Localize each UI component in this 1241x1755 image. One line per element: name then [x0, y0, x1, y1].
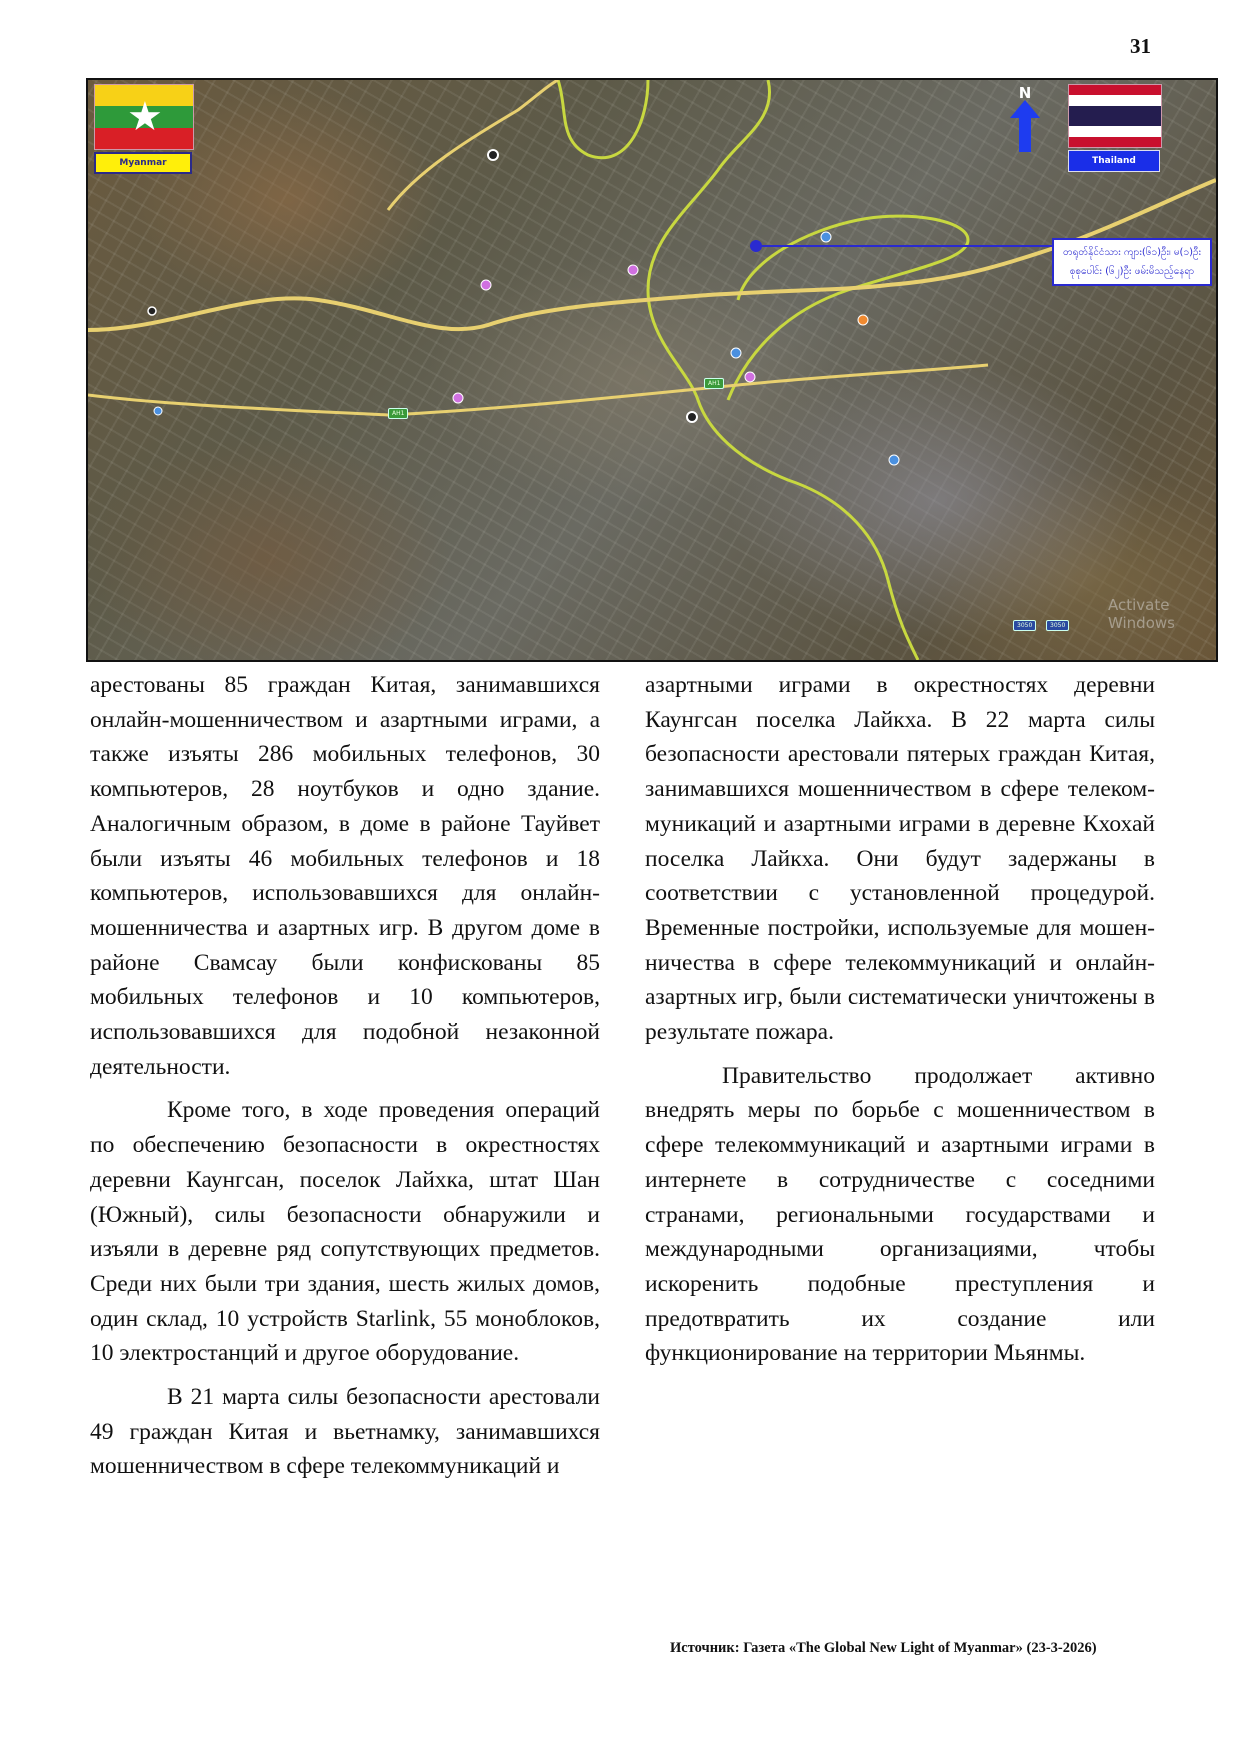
north-indicator	[1010, 84, 1040, 160]
poi-marker	[488, 150, 498, 160]
poi-marker	[858, 315, 868, 325]
article-left-column	[90, 668, 600, 1484]
callout-line-1: တရုတ်နိုင်ငံသား ကျား(၆၁)ဦး၊ မ(၁)ဦး	[1062, 247, 1202, 258]
poi-marker	[148, 307, 156, 315]
poi-marker	[821, 232, 831, 242]
article-right-column	[645, 668, 1155, 1371]
poi-marker	[687, 412, 697, 422]
satellite-map	[86, 78, 1218, 662]
callout-line-2: စုစုပေါင်း (၆၂)ဦး ဖမ်းမိသည့်နေရာ	[1069, 266, 1195, 277]
road-label: AH1	[388, 408, 408, 419]
poi-marker	[731, 348, 741, 358]
myanmar-label: Myanmar	[94, 152, 192, 174]
road-label: AH1	[704, 378, 724, 389]
page-number: 31	[1130, 34, 1151, 58]
river-border-line	[648, 80, 918, 660]
highway-road	[88, 180, 1216, 330]
highway-road	[388, 80, 558, 210]
myanmar-flag	[94, 84, 194, 150]
road-label: 3050	[1013, 620, 1036, 631]
location-marker	[750, 240, 762, 252]
flag-stripe-white	[1069, 95, 1161, 105]
poi-marker	[889, 455, 899, 465]
river-border-line	[728, 216, 968, 400]
road-label: 3050	[1046, 620, 1069, 631]
flag-stripe-blue	[1069, 106, 1161, 127]
paragraph: В 21 марта силы безопасности арестовали 49 граждан Китая и вьетнамку, занимавшихся мошенничеством в сфере телекоммуникаций и	[90, 1384, 600, 1480]
paragraph: азартными играми в окрестностях деревни Каунгсан поселка Лайкха. В 22 марта силы безопасности арестовали пятерых граждан Китая, занимавшихся мошенничеством в сфере телекоммуникаций и азартными играми в деревне Кхохай поселка Лайкха. Они будут задержаны в соответствии с установленной процедурой. Временные постройки, используемые для мошенничества в сфере телекоммуникаций и онлайн-азартных игр, были систематически уничтожены в результате пожара.	[645, 672, 1155, 1046]
river-border-line	[558, 80, 648, 158]
paragraph: Правительство продолжает активно внедрять меры по борьбе с мошенничеством в сфере телекоммуникаций и азартными играми в интернете в сотрудничестве с соседними странами, региональными государствами и международными организациями, чтобы искоренить подобные преступления и предотвратить их создание или функционирование на территории Мьянмы.	[645, 1062, 1155, 1367]
poi-marker	[628, 265, 638, 275]
activate-windows-watermark: Activate Windows	[1108, 596, 1175, 632]
poi-marker	[481, 280, 491, 290]
flag-stripe-white	[1069, 126, 1161, 136]
paragraph: Кроме того, в ходе проведения операций по обеспечению безопасности в окрестностях деревни Каунгсан, поселок Лайхка, штат Шан (Южный), силы безопасности обнаружили и изъяли в деревне ряд сопутствующих предметов. Среди них были три здания, шесть жилых домов, один склад, 10 устройств Starlink, 55 моноблоков, 10 электростанций и другое оборудование.	[90, 1097, 600, 1367]
poi-marker	[154, 407, 162, 415]
flag-stripe-red	[1069, 85, 1161, 95]
source-citation: Источник: Газета «The Global New Light of Myanmar» (23-3-2026)	[670, 1640, 1097, 1656]
map-overlay	[88, 80, 1216, 660]
highway-road	[88, 365, 988, 415]
thailand-label: Thailand	[1068, 150, 1160, 172]
poi-marker	[453, 393, 463, 403]
paragraph: арестованы 85 граждан Китая, занимавшихся онлайн-мошенничеством и азартными играми, а также изъяты 286 мобильных телефонов, 30 компьютеров, 28 ноутбуков и одно здание. Аналогичным образом, в доме в районе Тауйвет были изъяты 46 мобильных телефонов и 18 компьютеров, использовавшихся для онлайн-мошенничества и азартных игр. В другом доме в районе Свамсау были конфискованы 85 мобильных телефонов и 10 компьютеров, использовавшихся для подобной незаконной деятельности.	[90, 672, 600, 1080]
star-icon: ★	[127, 94, 163, 140]
flag-stripe-red	[1069, 137, 1161, 147]
north-letter: N	[1018, 84, 1032, 102]
arrest-location-callout	[1052, 238, 1212, 286]
thailand-flag	[1068, 84, 1162, 148]
poi-marker	[745, 372, 755, 382]
